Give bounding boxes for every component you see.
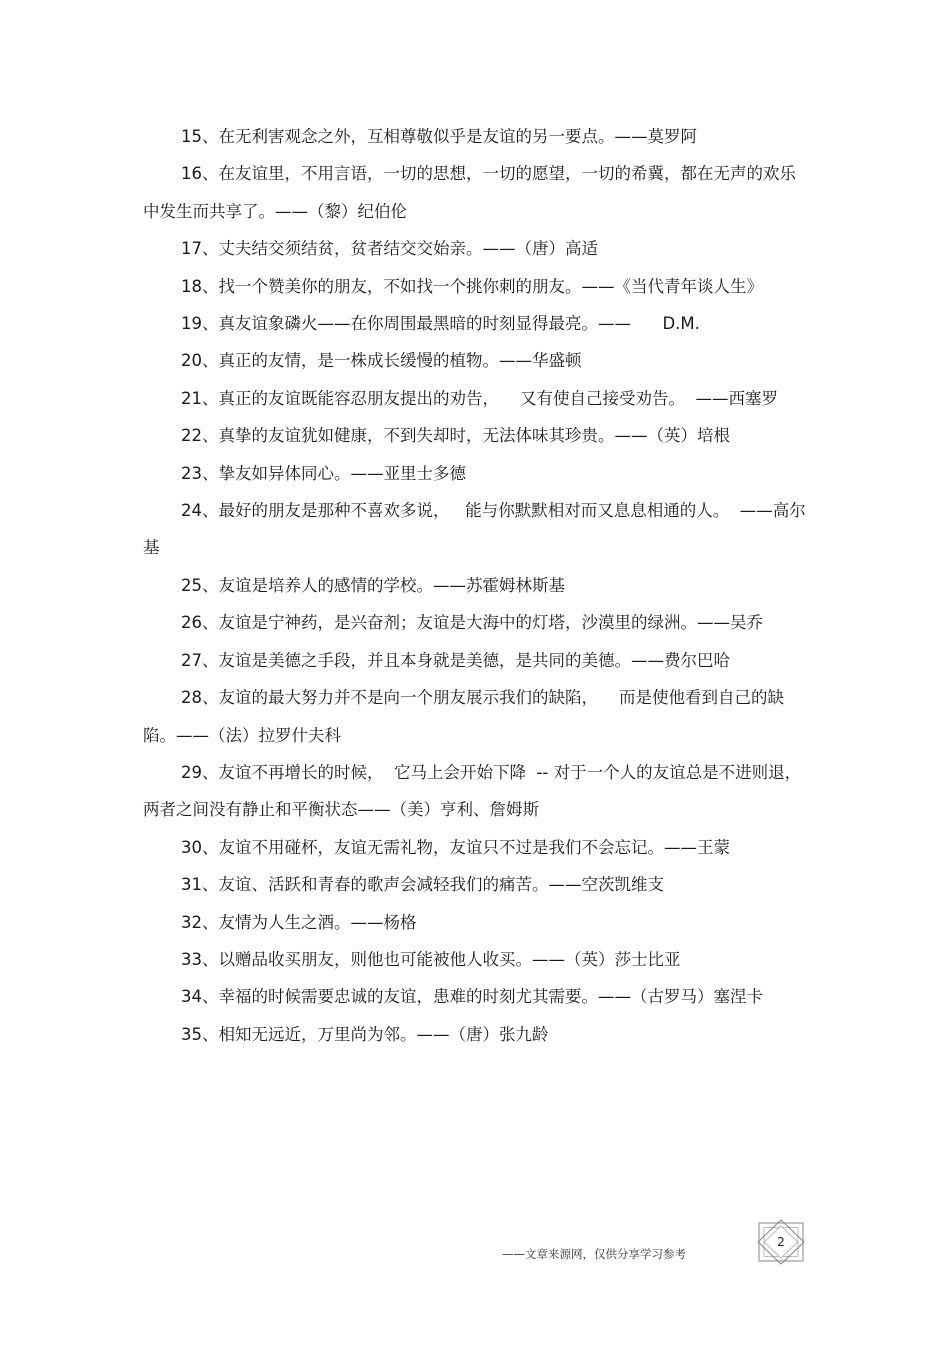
quote-item: 35、相知无远近，万里尚为邻。——（唐）张九龄 xyxy=(181,1024,549,1044)
quote-item: 29、友谊不再增长的时候， 它马上会开始下降 -- 对于一个人的友谊总是不进则退，两者之间没有静止和平衡状态——（美）亨利、詹姆斯 xyxy=(143,762,802,820)
page-number-badge xyxy=(756,1219,806,1265)
quote-item: 27、友谊是美德之手段，并且本身就是美德，是共同的美德。——费尔巴哈 xyxy=(181,650,730,670)
quote-item: 16、在友谊里，不用言语，一切的思想，一切的愿望，一切的希冀，都在无声的欢乐中发生而共享了。——（黎）纪伯伦 xyxy=(143,164,796,221)
quote-list xyxy=(0,118,950,1053)
quote-item: 26、友谊是宁神药，是兴奋剂；友谊是大海中的灯塔，沙漠里的绿洲。——吴乔 xyxy=(181,613,763,633)
quote-item: 31、友谊、活跃和青春的歌声会减轻我们的痛苦。——空茨凯维支 xyxy=(181,875,664,895)
quote-item: 22、真挚的友谊犹如健康，不到失却时，无法体味其珍贵。——（英）培根 xyxy=(181,426,730,446)
quote-item: 25、友谊是培养人的感情的学校。——苏霍姆林斯基 xyxy=(181,575,565,595)
footer-source-note: ——文章来源网，仅供分享学习参考 xyxy=(502,1247,686,1261)
quote-item: 18、找一个赞美你的朋友，不如找一个挑你刺的朋友。——《当代青年谈人生》 xyxy=(181,276,763,296)
quote-item: 28、友谊的最大努力并不是向一个朋友展示我们的缺陷， 而是使他看到自己的缺陷。——（法）拉罗什夫科 xyxy=(143,688,784,745)
quote-item: 23、挚友如异体同心。——亚里士多德 xyxy=(181,463,466,483)
quote-item: 30、友谊不用碰杯，友谊无需礼物，友谊只不过是我们不会忘记。——王蒙 xyxy=(181,837,730,857)
quote-item: 15、在无利害观念之外，互相尊敬似乎是友谊的另一要点。——莫罗阿 xyxy=(181,127,697,146)
quote-item: 19、真友谊象磷火——在你周围最黑暗的时刻显得最亮。—— D.M. xyxy=(181,314,700,334)
quote-item: 24、最好的朋友是那种不喜欢多说， 能与你默默相对而又息息相通的人。 ——高尔基 xyxy=(143,501,806,558)
quote-item: 20、真正的友情，是一株成长缓慢的植物。——华盛顿 xyxy=(181,351,582,371)
quote-item: 32、友情为人生之酒。——杨格 xyxy=(181,912,417,932)
quote-item: 33、以赠品收买朋友，则他也可能被他人收买。——（英）莎士比亚 xyxy=(181,949,681,969)
quote-item: 17、丈夫结交须结贫，贫者结交交始亲。——（唐）高适 xyxy=(181,239,598,259)
page-number: 2 xyxy=(777,1235,785,1249)
quote-item: 21、真正的友谊既能容忍朋友提出的劝告， 又有使自己接受劝告。 ——西塞罗 xyxy=(181,388,778,408)
quote-item: 34、幸福的时候需要忠诚的友谊，患难的时刻尤其需要。——（古罗马）塞涅卡 xyxy=(181,987,763,1007)
